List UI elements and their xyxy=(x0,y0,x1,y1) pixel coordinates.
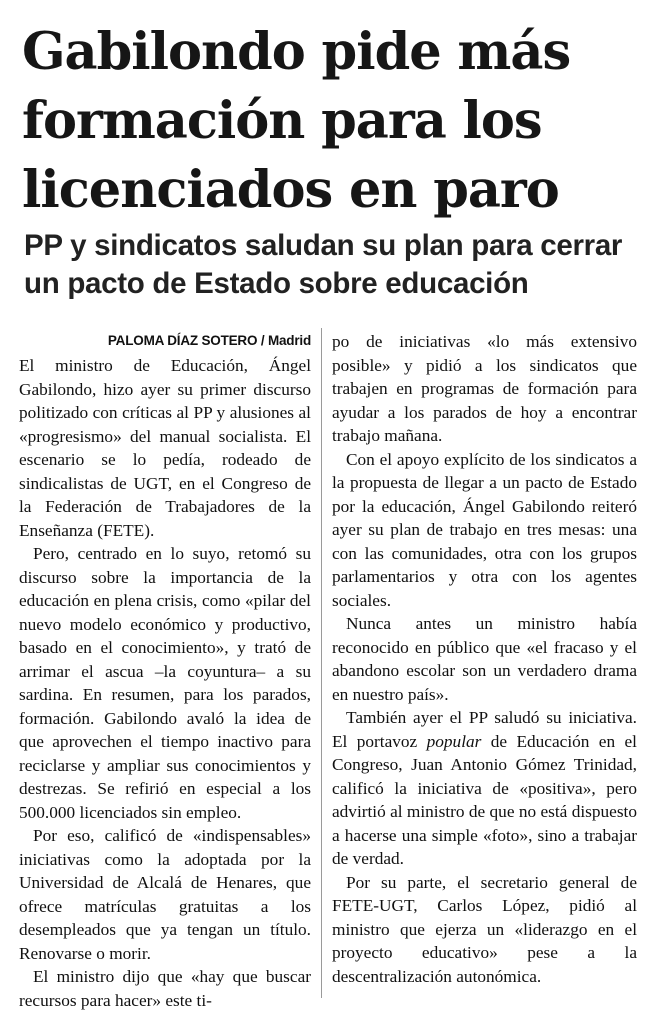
byline-place: Madrid xyxy=(267,333,311,348)
left-column xyxy=(19,330,311,1012)
column-divider xyxy=(321,328,322,998)
paragraph: Por eso, calificó de «indispensables» iniciativas como la adoptada por la Universidad de Alcalá de Henares, que ofrece matrículas gratuitas a los desempleados que ya tengan un título. Renovarse o morir. xyxy=(19,826,311,963)
subheadline: PP y sindicatos saludan su plan para cerrar un pacto de Estado sobre educación xyxy=(24,229,623,300)
headline: Gabilondo pide más formación para los licenciados en paro xyxy=(22,22,571,220)
paragraph: Pero, centrado en lo suyo, retomó su discurso sobre la importancia de la educación en plena crisis, como «pilar del nuevo modelo económico y productivo, basado en el conocimiento», y trató de arrimar el ascua –la coyuntura– a su sardina. En resumen, para los parados, formación. Gabilondo avaló la idea de que aprovechen el tiempo inactivo para reciclarse y ampliar sus conocimientos y destrezas. Se refirió en especial a los 500.000 licenciados sin empleo. xyxy=(19,544,311,822)
right-column xyxy=(332,330,637,988)
paragraph: Por su parte, el secretario general de FETE-UGT, Carlos López, pidió al ministro que ejerza un «liderazgo en el proyecto educativo» pese a la descentralización autonómica. xyxy=(332,872,637,986)
byline-separator: / xyxy=(257,333,268,348)
paragraph-text: de Educación en el Congreso, Juan Antonio Gómez Trinidad, calificó la iniciativa de «positiva», pero advirtió al ministro de que no está dispuesto a hacerse una simple «foto», sino a trabajar de verdad. xyxy=(332,731,637,868)
paragraph-with-italic xyxy=(332,706,637,871)
paragraph: El ministro dijo que «hay que buscar recursos para hacer» este ti- xyxy=(19,967,311,1010)
paragraph-text: También ayer el PP saludó su iniciativa. El portavoz xyxy=(332,708,637,751)
paragraph: Con el apoyo explícito de los sindicatos a la propuesta de llegar a un pacto de Estado por la educación, Ángel Gabilondo reiteró ayer su plan de trabajo en tres mesas: una con las comunidades, otra con los grupos parlamentarios y otra con los agentes sociales. xyxy=(332,449,637,610)
paragraph: Nunca antes un ministro había reconocido en público que «el fracaso y el abandono escolar son un verdadero drama en nuestro país». xyxy=(332,614,637,704)
paragraph: El ministro de Educación, Ángel Gabilondo, hizo ayer su primer discurso politizado con críticas al PP y alusiones al «progresismo» del manual socialista. El escenario se lo pedía, rodeado de sindicalistas de UGT, en el Congreso de la Federación de Trabajadores de la Enseñanza (FETE). xyxy=(19,356,311,540)
byline-author: PALOMA DÍAZ SOTERO xyxy=(107,333,258,348)
paragraph: po de iniciativas «lo más extensivo posible» y pidió a los sindicatos que trabajen en programas de formación para ayudar a los parados de hoy a encontrar trabajo mañana. xyxy=(332,332,637,445)
byline xyxy=(19,330,311,352)
italic-word: popular xyxy=(426,731,482,751)
